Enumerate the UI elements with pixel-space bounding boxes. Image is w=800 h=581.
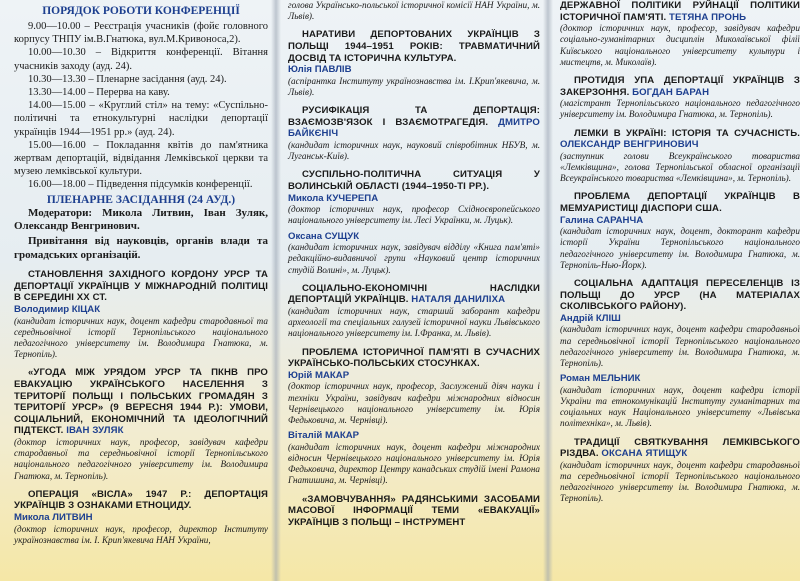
talk-author: Роман МЕЛЬНИК	[560, 373, 641, 385]
talk-affiliation: (кандидат історичних наук, доцент кафедри стародавньої та середньовічної історії Тернопільського національного педагогічного університету ім. Володимира Гнатюка, м. Тернопіль).	[560, 459, 800, 504]
talk	[560, 0, 800, 68]
talk-author: Микола ЛИТВИН	[14, 512, 93, 524]
talk-title: СТАНОВЛЕННЯ ЗАХІДНОГО КОРДОНУ УРСР ТА ДЕПОРТАЦІЇ УКРАЇНЦІВ У МІЖНАРОДНІЙ ПОЛІТИЦІ В СЕРЕДИНІ ХХ СТ.	[14, 269, 268, 304]
talk-title: СОЦІАЛЬНО-ЕКОНОМІЧНІ НАСЛІДКИ ДЕПОРТАЦІЙ УКРАЇНЦІВ. НАТАЛЯ ДАНИЛІХА	[288, 282, 540, 306]
talk-author: Галина САРАНЧА	[560, 214, 644, 226]
talk-title: НАРАТИВИ ДЕПОРТОВАНИХ УКРАЇНЦІВ З ПОЛЬЩІ 1944–1951 РОКІВ: ТРАВМАТИЧНИЙ ДОСВІД ТА ІСТОРИЧНА КУЛЬТУРА.	[288, 29, 540, 64]
schedule-item: 14.00—15.00 – «Круглий стіл» на тему: «Суспільно-політичні та етнокультурні наслідки депортації українців 1944—1951 рр.» (ауд. 24).	[14, 100, 268, 138]
talk	[14, 489, 268, 546]
talk	[288, 169, 540, 226]
schedule-item: 15.00—16.00 – Покладання квітів до пам'ятника жертвам депортацій, відвідання Лемківської церкви та музею лемківської культури.	[14, 139, 268, 178]
talk-affiliation: (магістрант Тернопільського національного педагогічного університету ім. Володимира Гнатюка, м. Тернопіль).	[560, 98, 800, 120]
talk	[560, 373, 800, 429]
schedule-item: 16.00—18.00 – Підведення підсумків конференції.	[28, 179, 253, 191]
talk-author: Андрій КЛІШ	[560, 312, 621, 324]
greetings: Привітання від науковців, органів влади та громадських організацій.	[14, 235, 268, 261]
talk	[560, 75, 800, 121]
schedule-item: 10.00—10.30 – Відкриття конференції. Вітання учасників заходу (ауд. 24).	[14, 47, 268, 72]
talk	[560, 128, 800, 185]
talk	[14, 269, 268, 360]
talk-affiliation: (кандидат історичних наук, доцент кафедри міжнародних відносин Чернівецького національного університету ім. Юрія Федьковича, директор Центру канадських студій імені Рамона Гнатишина, м. Чернівці).	[288, 441, 540, 486]
schedule-list	[14, 20, 268, 192]
talk-title: РУСИФІКАЦІЯ ТА ДЕПОРТАЦІЯ: ВЗАЄМОЗВ'ЯЗОК І ВЗАЄМОТРАГЕДІЯ. ДМИТРО БАЙКЄНІЧ	[288, 105, 540, 140]
talk-affiliation: голова Українсько-польської історичної комісії НАН України, м. Львів).	[288, 0, 540, 22]
talk-author: Володимир КІЦАК	[14, 304, 101, 316]
talk-title: ДЕРЖАВНОЇ ПОЛІТИКИ РУЙНАЦІЇ ПОЛІТИКИ ІСТОРИЧНОЇ ПАМ'ЯТІ. ТЕТЯНА ПРОНЬ	[560, 0, 800, 23]
talk-title: ОПЕРАЦІЯ «ВІСЛА» 1947 Р.: ДЕПОРТАЦІЯ УКРАЇНЦІВ З ОЗНАКАМИ ЕТНОЦИДУ.	[14, 488, 268, 512]
talk-title: ПРОБЛЕМА ДЕПОРТАЦІЇ УКРАЇНЦІВ В МЕМУАРИСТИЦІ ДІАСПОРИ США.	[560, 191, 800, 214]
talk-title: «ЗАМОВЧУВАННЯ» РАДЯНСЬКИМИ ЗАСОБАМИ МАСОВОЇ ІНФОРМАЦІЇ ТЕМИ «ЕВАКУАЦІЇ» УКРАЇНЦІВ З ПОЛЬЩІ – ІНСТРУМЕНТ	[288, 493, 540, 528]
talk	[288, 430, 540, 486]
talk	[14, 367, 268, 481]
talk-title: ЛЕМКИ В УКРАЇНІ: ІСТОРІЯ ТА СУЧАСНІСТЬ. ОЛЕКСАНДР ВЕНГРИНОВИЧ	[560, 127, 800, 151]
talk	[288, 283, 540, 340]
talk	[288, 29, 540, 98]
talk-affiliation: (кандидат історичних наук, старший заборант кафедри археології та спеціальних галузей історичної науки Львівського національного університету ім. І.Франка, м. Львів).	[288, 305, 540, 339]
talk-affiliation: (кандидат історичних наук, науковий співробітник НБУВ, м. Луганськ-Київ).	[288, 139, 540, 162]
talk-author: Віталій МАКАР	[288, 430, 360, 442]
schedule-item: 10.30—13.30 – Пленарне засідання (ауд. 24).	[28, 73, 227, 85]
talk-title: ПРОТИДІЯ УПА ДЕПОРТАЦІЇ УКРАЇНЦІВ З ЗАКЕРЗОННЯ. БОГДАН БАРАН	[560, 75, 800, 98]
talk	[560, 437, 800, 505]
schedule-item: 9.00—10.00 – Реєстрація учасників (фойє головного корпусу ТНПУ ім.В.Гнатюка, вул.М.Кривоноса,2).	[14, 21, 268, 46]
plenary-heading: ПЛЕНАРНЕ ЗАСІДАННЯ (24 АУД.)	[46, 193, 236, 206]
talk-affiliation: (доктор історичних наук, професор, завідувач кафедри соціально-гуманітарних дисциплін Миколаївської філії Київського національного університету культури і мистецтв, м. Миколаїв).	[560, 23, 800, 67]
talk	[560, 278, 800, 369]
talk	[560, 191, 800, 271]
talk-title: ТРАДИЦІЇ СВЯТКУВАННЯ ЛЕМКІВСЬКОГО РІЗДВА. ОКСАНА ЯТИЩУК	[560, 436, 800, 460]
talk-title: СУСПІЛЬНО-ПОЛІТИЧНА СИТУАЦІЯ У ВОЛИНСЬКІЙ ОБЛАСТІ (1944–1950-ТІ РР.).	[288, 169, 540, 192]
talk-affiliation: (заступник голови Всеукраїнського товариства «Лемківщина», голова Тернопільської обласної організації Всеукраїнського товариства «Лемківщина», м. Тернопіль).	[560, 150, 800, 184]
talk-affiliation: (доктор історичних наук, професор, завідувач кафедри стародавньої та середньовічної історії Тернопільського національного педагогічного університету ім. Володимира Гнатюка, м. Тернопіль).	[14, 437, 268, 481]
talk-title: ПРОБЛЕМА ІСТОРИЧНОЇ ПАМ'ЯТІ В СУЧАСНИХ УКРАЇНСЬКО-ПОЛЬСЬКИХ СТОСУНКАХ.	[288, 346, 540, 370]
program-heading: ПОРЯДОК РОБОТИ КОНФЕРЕНЦІЇ	[42, 5, 240, 17]
column-3	[552, 0, 800, 581]
talk-affiliation: (доктор історичних наук, професор, Заслужений діяч науки і техніки України, завідувач кафедри міжнародних відносин Чернівецького національного університету ім. Юрія Федьковича, м. Чернівці).	[288, 381, 540, 425]
talk-affiliation: (кандидат історичних наук, доцент кафедри історії України та етнокомунікацій Інституту гуманітарних та соціальних наук Національного університету «Львівська політехніка», м. Львів).	[560, 384, 800, 429]
talk-author: Юрій МАКАР	[288, 369, 350, 381]
talk-author: Юлія ПАВЛІВ	[288, 64, 352, 76]
moderators: Модератори: Микола Литвин, Іван Зуляк, Олександр Венгринович.	[14, 206, 268, 233]
talk-affiliation: (кандидат історичних наук, доцент кафедри стародавньої та середньовічної історії Тернопільського національного педагогічного університету ім. Володимира Гнатюка, м. Тернопіль).	[560, 324, 800, 368]
schedule-item: 13.30—14.00 – Перерва на каву.	[28, 87, 170, 99]
talk-author: Микола КУЧЕРЕПА	[288, 192, 379, 204]
talk	[288, 494, 540, 529]
talk	[288, 347, 540, 427]
talk-affiliation: (аспірантка Інституту українознавства ім. І.Крип'якевича, м. Львів).	[288, 75, 540, 97]
talk	[288, 105, 540, 162]
column-1	[0, 0, 276, 581]
talk	[288, 231, 540, 276]
column-2	[278, 0, 548, 581]
talk-author: Оксана СУЩУК	[288, 230, 360, 242]
talk-title: «УГОДА МІЖ УРЯДОМ УРСР ТА ПКНВ ПРО ЕВАКУАЦІЮ УКРАЇНСЬКОГО НАСЕЛЕННЯ З ТЕРИТОРІЇ ПОЛЬЩІ І ПОЛЬСЬКИХ ГРОМАДЯН З ТЕРИТОРІЇ УРСР» (9 ВЕРЕСНЯ 1944 Р.): УМОВИ, СОЦІАЛЬНИЙ, ЕКОНОМІЧНИЙ ТА ІДЕОЛОГІЧНИЙ ПІДТЕКСТ. ІВАН ЗУЛЯК	[14, 367, 268, 437]
talk-affiliation: (кандидат історичних наук, доцент, докторант кафедри історії України Тернопільського національного педагогічного університету ім. Володимира Гнатюка, м. Тернопіль-Нью-Йорк).	[560, 226, 800, 270]
talk-affiliation: (доктор історичних наук, професор, директор Інституту українознавства ім. І. Крип'якевича НАН України,	[14, 523, 268, 545]
talk-affiliation: (доктор історичних наук, професор Східноєвропейського національного університету ім. Лесі Українки, м. Луцьк).	[288, 204, 540, 226]
talk-title: СОЦІАЛЬНА АДАПТАЦІЯ ПЕРЕСЕЛЕНЦІВ ІЗ ПОЛЬЩІ ДО УРСР (НА МАТЕРІАЛАХ СКОЛІВСЬКОГО РАЙОНУ).	[560, 277, 800, 313]
talk-affiliation: (кандидат історичних наук, доцент кафедри стародавньої та середньовічної історії Тернопільського національного педагогічного університету ім. Володимира Гнатюка, м. Тернопіль).	[14, 315, 268, 360]
talk-affiliation: (кандидат історичних наук, завідувач відділу «Книга пам'яті» редакційно-видавничої групи «Науковий центр історичних студій Волині», м. Луцьк).	[288, 242, 540, 275]
